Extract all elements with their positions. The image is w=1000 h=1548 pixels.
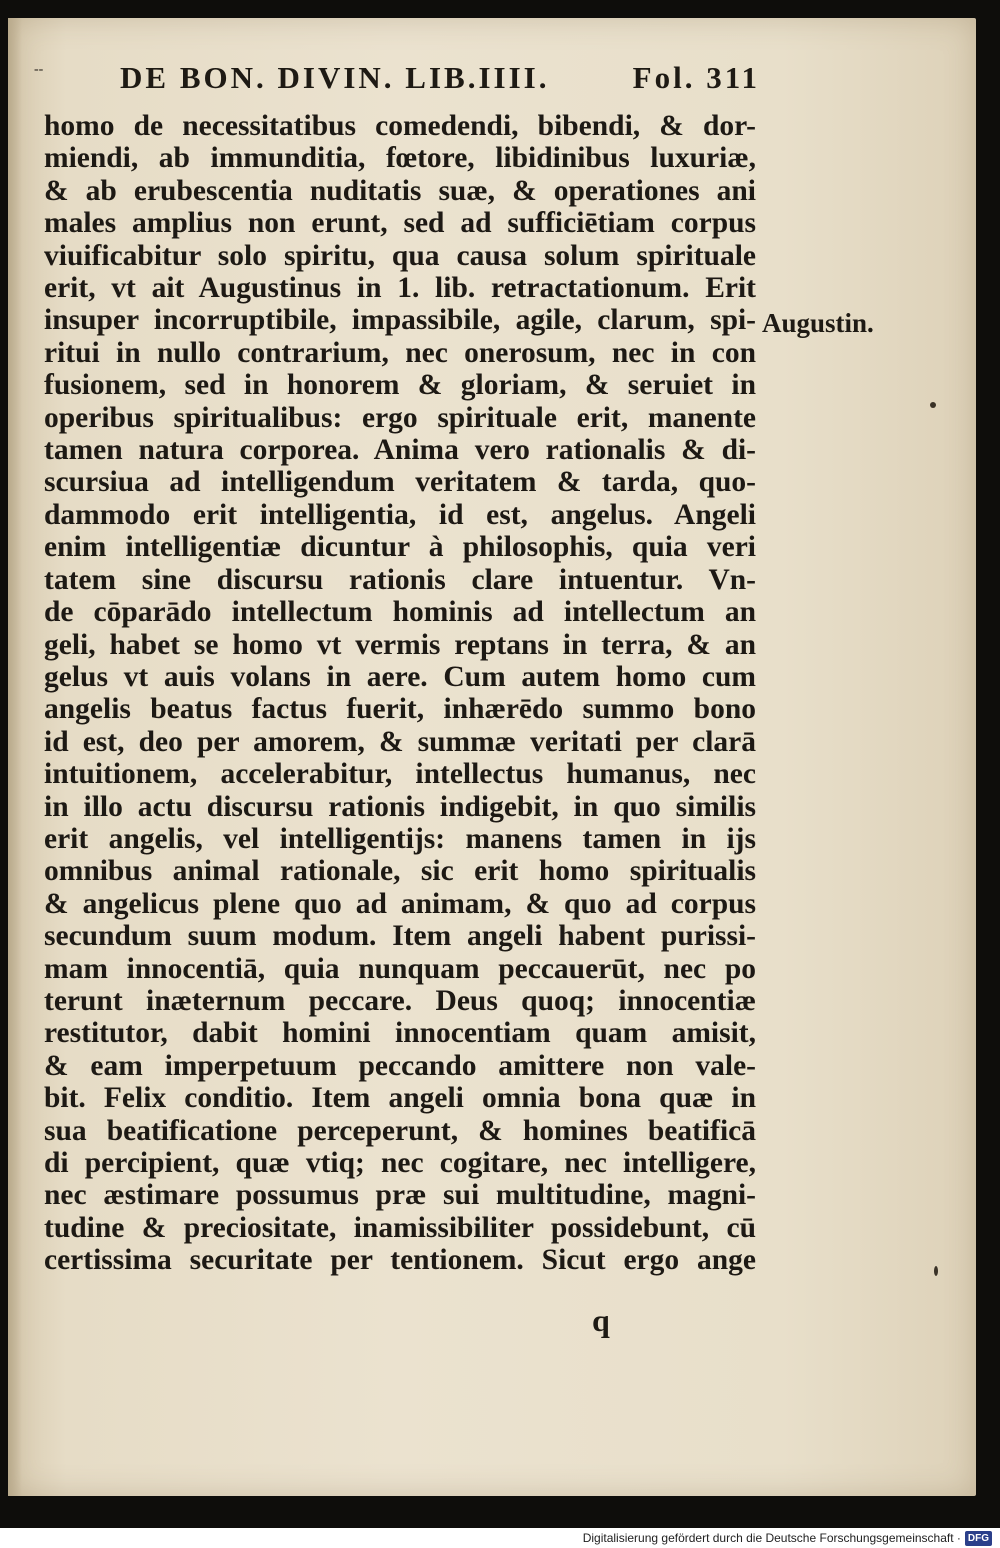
text-line: tamen natura corporea. Anima vero rationalis & di- [44, 434, 756, 467]
ink-speck [930, 402, 936, 408]
text-line: omnibus animal rationale, sic erit homo spiritualis [44, 855, 756, 888]
text-line: di percipient, quæ vtiq; nec cogitare, nec intelligere, [44, 1147, 756, 1179]
page-gutter-shadow [8, 18, 22, 1496]
text-line: & eam imperpetuum peccando amittere non vale- [44, 1049, 756, 1082]
text-line: de cōparādo intellectum hominis ad intellectum an [44, 596, 756, 629]
text-line: intuitionem, accelerabitur, intellectus humanus, nec [44, 758, 756, 791]
margin-note: Augustin. [762, 308, 874, 338]
running-title: DE BON. DIVIN. LIB.IIII. [120, 60, 550, 95]
text-line: fusionem, sed in honorem & gloriam, & seruiet in [44, 369, 756, 402]
text-line: gelus vt auis volans in aere. Cum autem homo cum [44, 660, 756, 693]
main-text-block [44, 110, 756, 1277]
text-line: mam innocentiā, quia nunquam peccauerūt, nec po [44, 952, 756, 985]
text-line: sua beatificatione perceperunt, & homines beatificā [44, 1114, 756, 1147]
text-line: secundum suum modum. Item angeli habent purissi- [44, 920, 756, 953]
folio-number: Fol. 311 [632, 60, 760, 95]
text-line: miendi, ab immunditia, fœtore, libidinibus luxuriæ, [44, 142, 756, 175]
text-line: nec æstimare possumus præ sui multitudine, magni- [44, 1179, 756, 1212]
text-line: certissima securitate per tentionem. Sicut ergo ange [44, 1244, 756, 1277]
signature-mark: q [592, 1302, 610, 1338]
text-line: terunt inæternum peccare. Deus quoq; innocentiæ [44, 984, 756, 1017]
footer-credit: Digitalisierung gefördert durch die Deutsche Forschungsgemeinschaft · [582, 1531, 961, 1545]
text-line: operibus spiritualibus: ergo spirituale erit, manente [44, 401, 756, 434]
text-line: viuificabitur solo spiritu, qua causa solum spirituale [44, 239, 756, 272]
text-line: tatem sine discursu rationis clare intuentur. Vn- [44, 563, 756, 596]
text-line: angelis beatus factus fuerit, inhærēdo summo bono [44, 693, 756, 726]
header-left-mark: -- [34, 62, 44, 77]
text-line: enim intelligentiæ dicuntur à philosophis, quia veri [44, 531, 756, 564]
text-line: in illo actu discursu rationis indigebit, in quo similis [44, 790, 756, 823]
ink-speck [934, 1266, 938, 1276]
text-line: erit angelis, vel intelligentijs: manens tamen in ijs [44, 822, 756, 855]
text-line: scursiua ad intelligendum veritatem & tarda, quo- [44, 466, 756, 499]
text-line: males amplius non erunt, sed ad sufficiētiam corpus [44, 207, 756, 240]
text-line: bit. Felix conditio. Item angeli omnia bona quæ in [44, 1082, 756, 1115]
text-line: id est, deo per amorem, & summæ veritati per clarā [44, 725, 756, 758]
text-line: ritui in nullo contrarium, nec onerosum, nec in con [44, 336, 756, 369]
text-line: & angelicus plene quo ad animam, & quo ad corpus [44, 887, 756, 920]
text-line: restitutor, dabit homini innocentiam quam amisit, [44, 1017, 756, 1050]
text-line: homo de necessitatibus comedendi, bibendi, & dor- [44, 110, 756, 142]
text-line: & ab erubescentia nuditatis suæ, & operationes ani [44, 174, 756, 207]
text-line: insuper incorruptibile, impassibile, agile, clarum, spi- [44, 304, 756, 337]
text-line: tudine & preciositate, inamissibiliter possidebunt, cū [44, 1211, 756, 1244]
dfg-logo-icon: DFG [965, 1531, 992, 1546]
text-line: erit, vt ait Augustinus in 1. lib. retractationum. Erit [44, 272, 756, 305]
text-line: dammodo erit intelligentia, id est, angelus. Angeli [44, 498, 756, 531]
text-line: geli, habet se homo vt vermis reptans in terra, & an [44, 628, 756, 661]
page-header [34, 60, 760, 104]
digitization-footer [0, 1528, 1000, 1548]
